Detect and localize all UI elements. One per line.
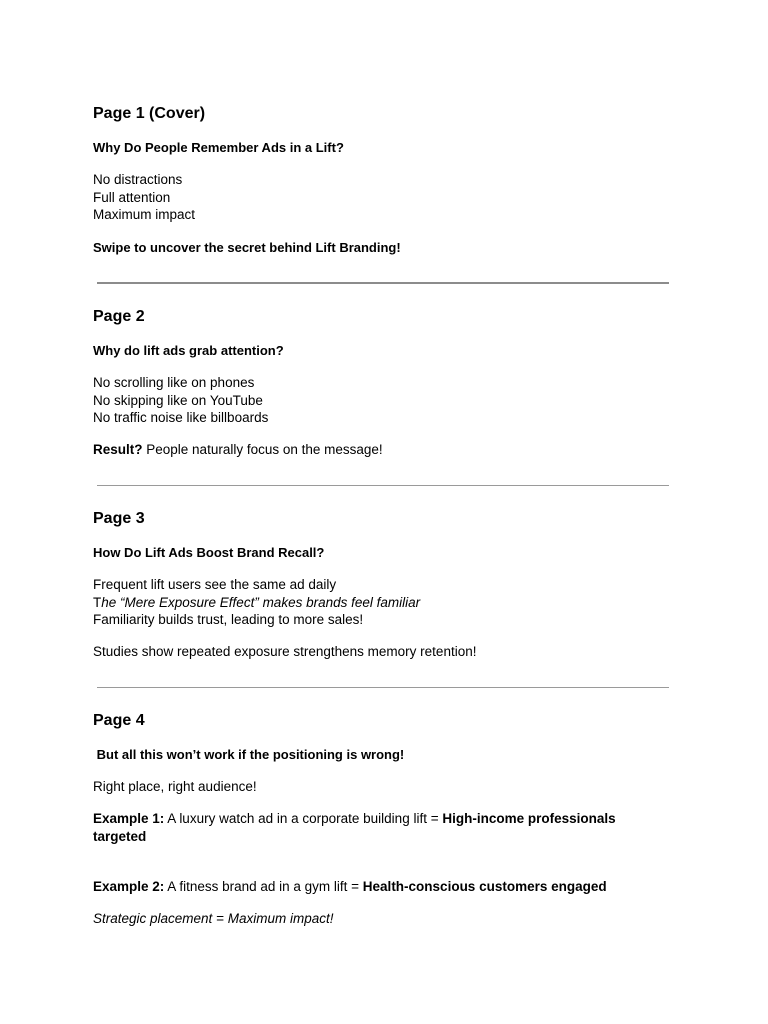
page-4-closing: Strategic placement = Maximum impact! <box>93 911 334 926</box>
result-text: People naturally focus on the message! <box>142 442 383 457</box>
line-prefix: T <box>93 594 102 610</box>
example-1-result: High-income professionals <box>442 811 616 826</box>
list-item: Maximum impact <box>93 207 196 222</box>
list-item: No distractions <box>93 172 183 187</box>
list-item: Frequent lift users see the same ad daily <box>93 577 337 592</box>
page-3-heading: Page 3 <box>93 510 145 527</box>
list-item: Full attention <box>93 189 171 205</box>
page-4-question: But all this won’t work if the positioning is wrong! <box>93 747 405 762</box>
page-1-closing: Swipe to uncover the secret behind Lift Branding! <box>93 240 401 255</box>
page-3-question: How Do Lift Ads Boost Brand Recall? <box>93 545 325 560</box>
page-3-closing: Studies show repeated exposure strengthens memory retention! <box>93 644 477 659</box>
list-item: No skipping like on YouTube <box>93 392 263 408</box>
page-4-intro: Right place, right audience! <box>93 779 257 794</box>
section-divider <box>97 687 669 688</box>
example-1 <box>93 810 616 845</box>
example-1-result-cont: targeted <box>93 828 147 844</box>
example-1-label: Example 1: <box>93 811 165 826</box>
page-1-question: Why Do People Remember Ads in a Lift? <box>93 140 344 155</box>
page-4-heading: Page 4 <box>93 712 145 729</box>
mere-exposure-text: he “Mere Exposure Effect” makes brands feel familiar <box>101 594 421 610</box>
example-2-text: A fitness brand ad in a gym lift = <box>164 879 363 894</box>
example-2 <box>93 878 607 896</box>
section-divider <box>97 485 669 486</box>
example-2-result: Health-conscious customers engaged <box>362 879 607 894</box>
page-1-heading: Page 1 (Cover) <box>93 105 206 122</box>
list-item: No traffic noise like billboards <box>93 410 269 425</box>
list-item <box>93 594 420 612</box>
page-2-heading: Page 2 <box>93 308 145 325</box>
list-item: Familiarity builds trust, leading to more sales! <box>93 612 364 627</box>
page-2-result <box>93 441 383 459</box>
example-2-label: Example 2: <box>93 879 165 894</box>
page-2-question: Why do lift ads grab attention? <box>93 343 284 358</box>
result-label: Result? <box>93 442 143 457</box>
section-divider <box>97 282 669 284</box>
page-2-list <box>93 374 268 427</box>
list-item: No scrolling like on phones <box>93 375 255 390</box>
page-1-list <box>93 171 195 224</box>
page-3-list <box>93 576 420 629</box>
example-1-text: A luxury watch ad in a corporate building lift = <box>164 811 443 826</box>
